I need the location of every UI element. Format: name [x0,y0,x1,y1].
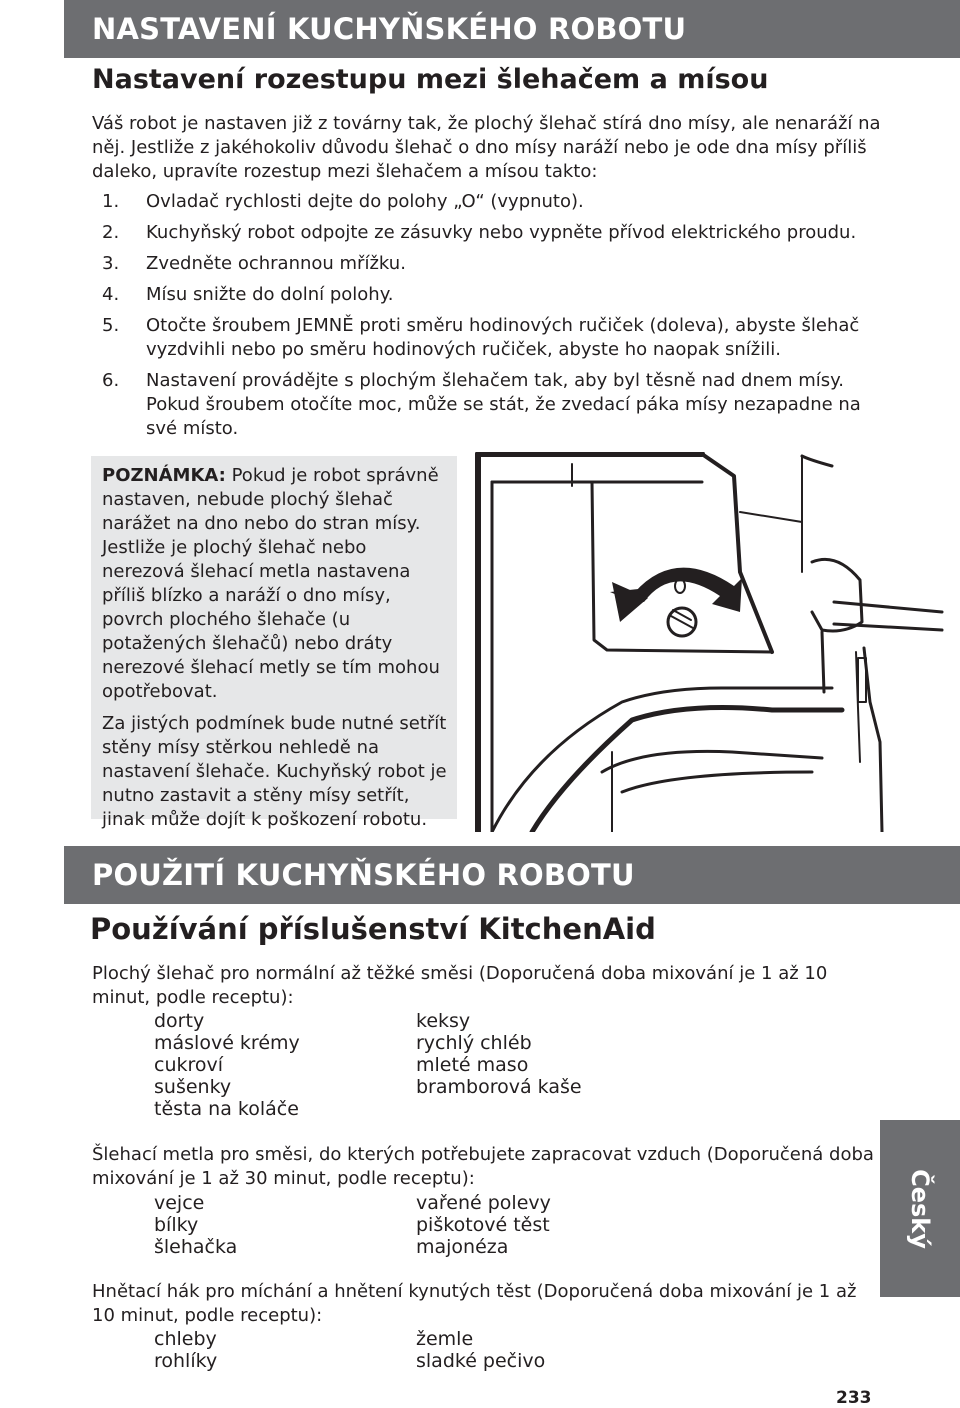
section-heading-usage [64,846,960,904]
list-item: 5. Otočte šroubem JEMNĚ proti směru hodinových ručiček (doleva), abyste šlehač vyzdvihli nebo po směru hodinových ručiček, abyste ho naopak snížili. [102,315,860,360]
note-box [91,456,457,830]
list-item: rohlíky [154,1350,218,1372]
dough-hook-intro: Hnětací hák pro míchání a hnětení kynutých těst (Doporučená doba mixování je 1 až 10 minut, podle receptu): [92,1281,857,1326]
language-tab-label: Český [906,1168,934,1249]
list-item: piškotové těst [416,1214,550,1236]
list-item: 6. Nastavení provádějte s plochým šlehačem tak, aby byl těsně nad dnem mísy. Pokud šroubem otočíte moc, může se stát, že zvedací páka mísy nezapadne na své místo. [102,370,861,439]
intro-paragraph: Váš robot je nastaven již z továrny tak, že plochý šlehač stírá dno mísy, ale nenaráží na něj. Jestliže z jakéhokoliv důvodu šlehač o dno mísy naráží nebo je ode dna mísy příliš daleko, upravíte rozestup mezi šlehačem a mísou takto: [92,113,881,182]
list-item: majonéza [416,1236,509,1258]
list-item: šlehačka [154,1236,238,1258]
list-item: bramborová kaše [416,1076,582,1098]
list-item: 1. Ovladač rychlosti dejte do polohy „O“ (vypnuto). [102,191,584,212]
mixer-illustration-icon [472,452,960,832]
list-item: 2. Kuchyňský robot odpojte ze zásuvky nebo vypněte přívod elektrického proudu. [102,222,857,243]
wire-whip-intro: Šlehací metla pro směsi, do kterých potřebujete zapracovat vzduch (Doporučená doba mixování je 1 až 30 minut, podle receptu): [92,1144,874,1189]
list-item: rychlý chléb [416,1032,532,1054]
section-heading-text: NASTAVENÍ KUCHYŇSKÉHO ROBOTU [92,12,687,46]
list-item: těsta na koláče [154,1098,299,1120]
list-item: 4. Mísu snižte do dolní polohy. [102,284,394,305]
list-item: chleby [154,1328,217,1350]
adjustment-steps [92,190,882,448]
note-paragraph-2: Za jistých podmínek bude nutné setřít stěny mísy stěrkou nehledě na nastavení šlehače. Kuchyňský robot je nutno zastavit a stěny mísy setřít, jinak může dojít k poškození robotu. [102,713,447,830]
note-paragraph-1 [102,464,447,704]
list-item: vejce [154,1192,205,1214]
list-item: bílky [154,1214,199,1236]
section-heading-setup [64,0,960,58]
list-item: keksy [416,1010,471,1032]
list-item: vařené polevy [416,1192,551,1214]
list-item: 3. Zvedněte ochrannou mřížku. [102,253,406,274]
list-item: máslové krémy [154,1032,300,1054]
flat-beater-intro: Plochý šlehač pro normální až těžké směsi (Doporučená doba mixování je 1 až 10 minut, podle receptu): [92,963,828,1008]
screw-adjustment-figure [472,452,960,832]
page-number: 233 [836,1388,872,1408]
section-heading-text: POUŽITÍ KUCHYŇSKÉHO ROBOTU [92,858,635,892]
list-item: sušenky [154,1076,232,1098]
list-item: sladké pečivo [416,1350,546,1372]
subheading-clearance: Nastavení rozestupu mezi šlehačem a mísou [92,64,769,95]
subheading-accessories: Používání příslušenství KitchenAid [90,912,656,946]
list-item: dorty [154,1010,205,1032]
list-item: cukroví [154,1054,224,1076]
note-label: POZNÁMKA: [102,465,226,486]
list-item: žemle [416,1328,474,1350]
note-text: Pokud je robot správně nastaven, nebude plochý šlehač narážet na dno nebo do stran mísy. Jestliže je plochý šlehač nebo nerezová šlehací metla nastavena příliš blízko a naráží o dno mísy, povrch plochého šlehače (u potažených šlehačů) nebo dráty nerezové šlehací metly se tím mohou opotřebovat. [102,465,440,702]
list-item: mleté maso [416,1054,529,1076]
language-tab [880,1120,960,1297]
